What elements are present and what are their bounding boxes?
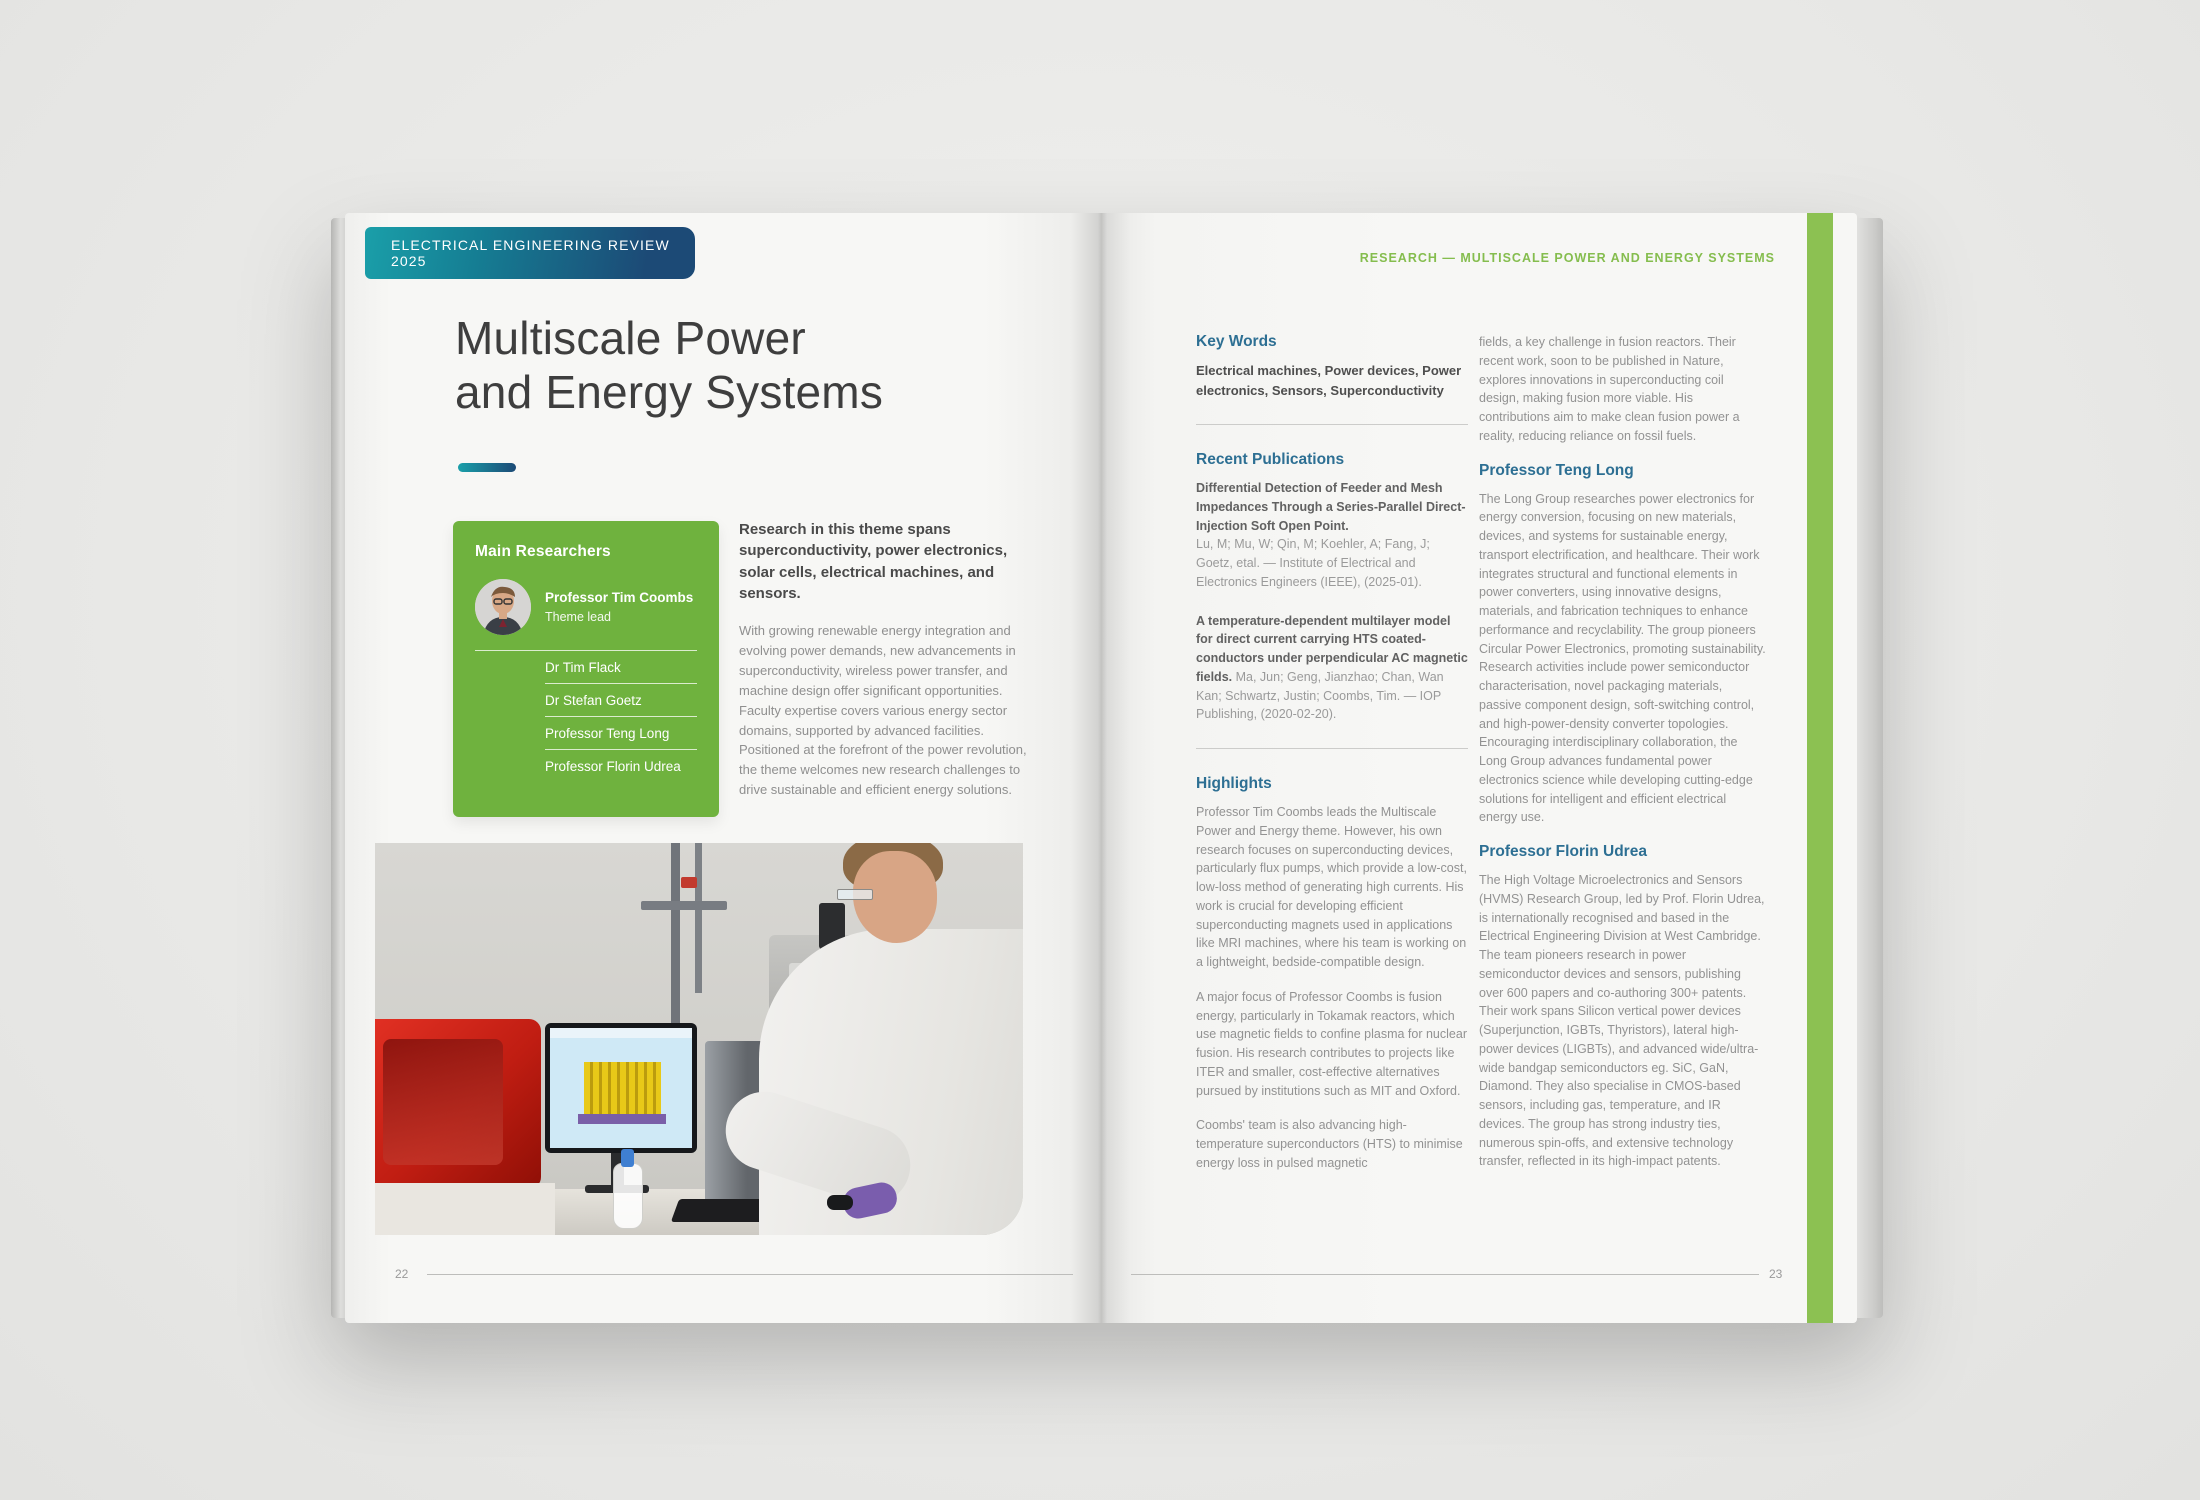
researcher-list-item: Dr Stefan Goetz — [545, 684, 697, 717]
researchers-list — [545, 651, 697, 782]
key-words-heading: Key Words — [1196, 333, 1277, 350]
theme-intro-lead: Research in this theme spans superconductivity, power electronics, solar cells, electrical machines, and sensors. — [739, 521, 1008, 602]
cad-model-pillars — [584, 1062, 661, 1117]
highlights-paragraph: A major focus of Professor Coombs is fusion energy, particularly in Tokamak reactors, which use magnetic fields to confine plasma for nuclear fusion. His research contributes to projects like ITER and smaller, cost-effective alternatives pursued by institutions such as MIT and Oxford. — [1196, 989, 1467, 1098]
lead-researcher-row — [475, 579, 697, 635]
issue-badge-label: ELECTRICAL ENGINEERING REVIEW 2025 — [391, 237, 670, 269]
researcher-list-item: Professor Florin Udrea — [545, 759, 681, 774]
lead-researcher-name: Professor Tim Coombs — [545, 590, 694, 606]
avatar-portrait-graphic — [475, 579, 531, 635]
issue-badge — [365, 227, 695, 279]
publications-heading: Recent Publications — [1196, 451, 1345, 468]
monitor-screen — [550, 1028, 692, 1148]
professor-teng-long-heading: Professor Teng Long — [1479, 461, 1634, 479]
key-words-list: Electrical machines, Power devices, Power electronics, Sensors, Superconductivity — [1196, 363, 1462, 398]
running-header: RESEARCH — MULTISCALE POWER AND ENERGY SYSTEMS — [1359, 251, 1775, 265]
page-number: 22 — [395, 1267, 409, 1281]
highlights-continuation: fields, a key challenge in fusion reactors. Their recent work, soon to be published in Nature, explores innovations in superconducting coil design, making fusion more viable. His contributions aim to make clean fusion power a reality, reducing reliance on fossil fuels. — [1479, 335, 1740, 443]
publication-title: A temperature-dependent multilayer model for direct current carrying HTS coated-conductors under perpendicular AC magnetic fields. — [1196, 613, 1468, 684]
publication-title: Differential Detection of Feeder and Mesh Impedances Through a Series-Parallel Direct-Injection Soft Open Point. — [1196, 481, 1466, 533]
page-title — [455, 311, 883, 420]
spray-bottle — [613, 1163, 643, 1229]
page-number: 23 — [1769, 1267, 1783, 1281]
section-divider — [1196, 748, 1468, 749]
spray-bottle-cap — [621, 1149, 634, 1167]
3d-printer-base — [375, 1183, 555, 1235]
theme-intro — [739, 519, 1033, 800]
researchers-heading: Main Researchers — [475, 543, 611, 560]
main-researchers-card — [453, 521, 719, 817]
title-accent-rule — [458, 463, 516, 472]
right-page-column-2 — [1479, 333, 1767, 1187]
publication-item — [1196, 612, 1468, 725]
researcher-avatar — [475, 579, 531, 635]
highlights-paragraph: Coombs' team is also advancing high-temperature superconductors (HTS) to minimise energy loss in pulsed magnetic — [1196, 1118, 1463, 1170]
section-color-stripe — [1807, 213, 1833, 1323]
lead-researcher-text — [545, 590, 693, 624]
magazine-spread — [345, 213, 1857, 1323]
page-title-line2: and Energy Systems — [455, 366, 884, 419]
wall-pipe — [695, 843, 702, 993]
cad-toolbar — [550, 1028, 692, 1038]
safety-glasses — [837, 889, 873, 900]
professor-teng-long-body: The Long Group researches power electronics for energy conversion, focusing on new materials, devices, and systems for sustainable energy, transport electrification, and healthcare. Their work integrates structural and functional elements in power converters, using innovative designs, materials, and fabrication techniques to enhance performance and recyclability. The group pioneers Circular Power Electronics, promoting sustainability. Research activities include power semiconductor characterisation, novel packaging materials, passive component design, soft-switching control, and high-power-density converter topologies. Encouraging interdisciplinary collaboration, the Long Group advances fundamental power electronics science while developing cutting-edge solutions for intelligent and efficient electrical energy use. — [1479, 491, 1766, 825]
lab-photo — [375, 843, 1023, 1235]
highlights-paragraph: Professor Tim Coombs leads the Multiscale Power and Energy theme. However, his own research focuses on superconducting devices, particularly flux pumps, which provide a low-cost, low-loss method of generating high currents. His work is crucial for developing efficient superconducting magnets used in applications like MRI machines, where his team is working on a lightweight, bedside-compatible design. — [1196, 805, 1467, 969]
3d-printer-window — [383, 1039, 503, 1165]
professor-florin-udrea-body: The High Voltage Microelectronics and Sensors (HVMS) Research Group, led by Prof. Florin Udrea, is internationally recognised and based in the Electrical Engineering Division at West Cambridge. The team pioneers research in power semiconductor devices and sensors, publishing over 600 papers and co-authoring 300+ patents. Their work spans Silicon vertical power devices (Superjunction, IGBTs, Thyristors), lateral high-power devices (LIGBTs), and advanced wide/ultra-wide bandgap semiconductors eg. SiC, GaN, Diamond. They also specialise in CMOS-based sensors, including gas, temperature, and IR devices. The group has strong industry ties, numerous spin-offs, and extensive technology transfer, reflected in its high-impact patents. — [1479, 873, 1765, 1169]
wall-pipe — [641, 901, 727, 910]
computer-monitor — [545, 1023, 697, 1153]
publication-authors: Ma, Jun; Geng, Jianzhao; Chan, Wan Kan; Schwartz, Justin; Coombs, Tim. — IOP Publishing, (2020-02-20). — [1196, 669, 1444, 722]
right-page — [1101, 213, 1857, 1323]
theme-intro-body: With growing renewable energy integration and evolving power demands, new advancements in superconductivity, wireless power transfer, and machine design offer significant opportunities. Faculty expertise covers various energy sector domains, supported by advanced facilities. Positioned at the forefront of the power revolution, the theme welcomes new research challenges to drive sustainable and efficient energy solutions. — [739, 623, 1027, 798]
footer-rule — [1131, 1274, 1759, 1275]
page-title-line1: Multiscale Power — [455, 312, 806, 364]
cad-model-base — [578, 1114, 666, 1124]
page-stack-edge-right — [1855, 218, 1883, 1318]
researcher-list-item: Dr Tim Flack — [545, 651, 697, 684]
pipe-valve — [681, 877, 697, 888]
professor-florin-udrea-heading: Professor Florin Udrea — [1479, 843, 1647, 860]
section-divider — [1196, 424, 1468, 425]
lead-researcher-role: Theme lead — [545, 609, 612, 624]
footer-rule — [427, 1274, 1073, 1275]
left-page — [345, 213, 1101, 1323]
publication-item — [1196, 479, 1468, 592]
publication-authors: Lu, M; Mu, W; Qin, M; Koehler, A; Fang, J; Goetz, etal. — Institute of Electrical and Electronics Engineers (IEEE), (2025-01). — [1196, 537, 1430, 589]
researcher-list-item: Professor Teng Long — [545, 717, 697, 750]
right-page-column-1 — [1196, 333, 1468, 1189]
highlights-heading: Highlights — [1196, 775, 1272, 792]
computer-mouse — [827, 1195, 853, 1210]
